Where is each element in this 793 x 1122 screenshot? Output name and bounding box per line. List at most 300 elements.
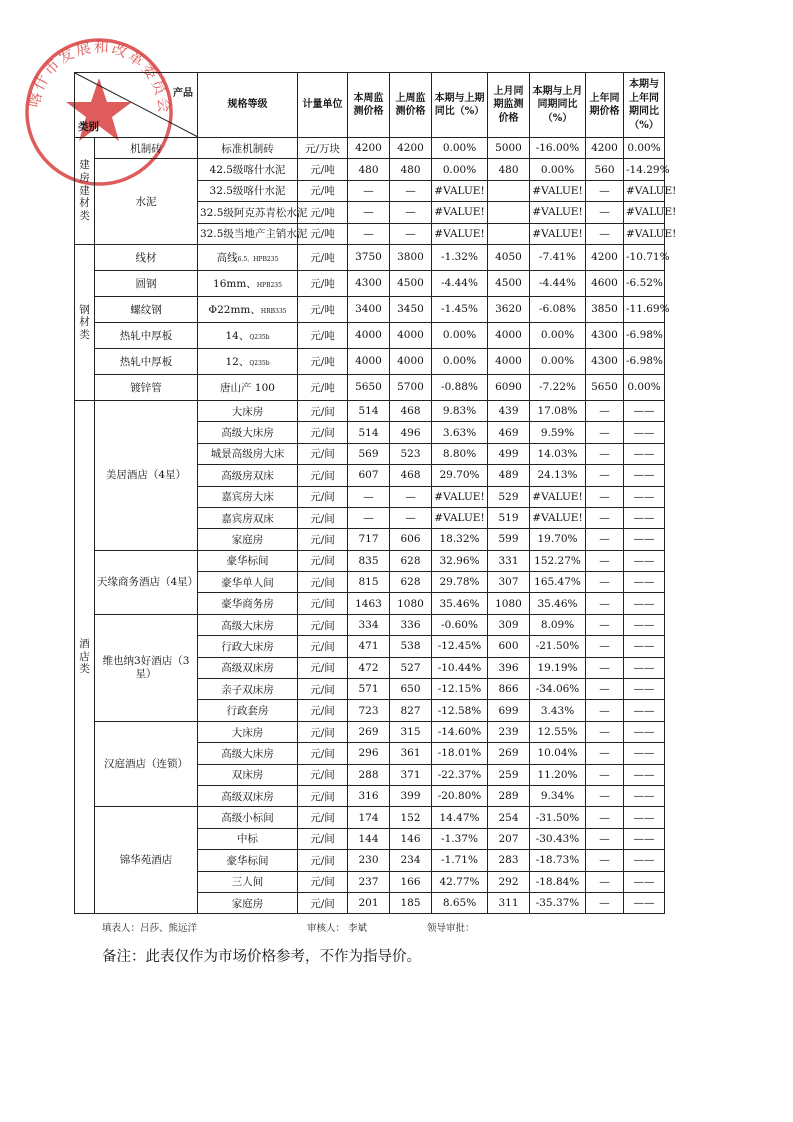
spec-subtext: HPB235 (256, 281, 282, 289)
spec-cell (198, 322, 298, 348)
spec-cell (198, 244, 298, 270)
spec-cell (198, 764, 298, 785)
year-change: —— (624, 636, 665, 657)
spec-text: 豪华商务房 (221, 598, 274, 611)
year-change: —— (624, 572, 665, 593)
week-change: -12.15% (432, 679, 488, 700)
week-change: -22.37% (432, 764, 488, 785)
spec-cell (198, 422, 298, 443)
month-change: -16.00% (530, 138, 586, 159)
unit-cell: 元/吨 (298, 180, 348, 201)
this-week-price: — (348, 202, 390, 223)
last-month-price: 259 (488, 764, 530, 785)
last-year-price: 5650 (586, 374, 624, 400)
last-year-price: — (586, 572, 624, 593)
week-change: 18.32% (432, 529, 488, 550)
unit-cell: 元/间 (298, 572, 348, 593)
product-brick: 机制砖 (95, 138, 198, 159)
spec-subtext: HRB335 (260, 307, 287, 315)
price-table-container (74, 72, 677, 914)
week-change: #VALUE! (432, 486, 488, 507)
unit-cell: 元/吨 (298, 322, 348, 348)
spec-text: 行政套房 (226, 705, 269, 718)
last-year-price: — (586, 892, 624, 913)
week-change: 3.63% (432, 422, 488, 443)
table-row (75, 614, 665, 635)
last-week-price: — (390, 180, 432, 201)
last-week-price: 4000 (390, 348, 432, 374)
unit-cell: 元/间 (298, 721, 348, 742)
year-change: -6.52% (624, 270, 665, 296)
last-week-price: 146 (390, 828, 432, 849)
last-week-price: 4500 (390, 270, 432, 296)
product-plate-12: 热轧中厚板 (95, 348, 198, 374)
last-month-price: 499 (488, 443, 530, 464)
year-change: —— (624, 700, 665, 721)
this-week-price: 480 (348, 159, 390, 180)
product-vienna-hotel: 维也纳3好酒店（3星） (95, 614, 198, 721)
unit-cell: 元/吨 (298, 296, 348, 322)
month-change: #VALUE! (530, 507, 586, 528)
header-wow: 本期与上期同比（%） (432, 73, 488, 138)
month-change: -18.73% (530, 850, 586, 871)
spec-cell (198, 657, 298, 678)
spec-cell (198, 721, 298, 742)
last-month-price: 469 (488, 422, 530, 443)
header-product: 产品 (173, 88, 193, 99)
last-year-price: 4300 (586, 348, 624, 374)
unit-cell: 元/间 (298, 807, 348, 828)
this-week-price: 723 (348, 700, 390, 721)
spec-text: 标准机制砖 (221, 142, 274, 155)
spec-cell (198, 507, 298, 528)
this-week-price: 815 (348, 572, 390, 593)
last-month-price: 396 (488, 657, 530, 678)
last-week-price: 538 (390, 636, 432, 657)
unit-cell: 元/间 (298, 614, 348, 635)
spec-text: 唐山产 100 (220, 381, 275, 394)
last-year-price: — (586, 721, 624, 742)
month-change: 24.13% (530, 465, 586, 486)
table-row (75, 721, 665, 742)
unit-cell: 元/间 (298, 679, 348, 700)
disclaimer-note: 备注：此表仅作为市场价格参考，不作为指导价。 (102, 949, 421, 965)
this-week-price: 5650 (348, 374, 390, 400)
spec-cell (198, 636, 298, 657)
week-change: 0.00% (432, 159, 488, 180)
spec-text: 42.5级喀什水泥 (209, 164, 286, 177)
spec-text: 高级大床房 (221, 619, 274, 632)
last-month-price: 254 (488, 807, 530, 828)
this-week-price: 144 (348, 828, 390, 849)
week-change: -12.45% (432, 636, 488, 657)
week-change: -10.44% (432, 657, 488, 678)
spec-cell (198, 807, 298, 828)
week-change: -1.71% (432, 850, 488, 871)
unit-cell: 元/间 (298, 465, 348, 486)
last-week-price: 166 (390, 871, 432, 892)
last-week-price: 827 (390, 700, 432, 721)
week-change: #VALUE! (432, 180, 488, 201)
last-month-price: 311 (488, 892, 530, 913)
year-change: —— (624, 807, 665, 828)
spec-cell (198, 850, 298, 871)
table-row (75, 807, 665, 828)
this-week-price: — (348, 486, 390, 507)
spec-text: 12、 (225, 355, 250, 368)
last-week-price: — (390, 507, 432, 528)
unit-cell: 元/间 (298, 892, 348, 913)
unit-cell: 元/间 (298, 636, 348, 657)
this-week-price: 835 (348, 550, 390, 571)
spec-cell (198, 828, 298, 849)
this-week-price: 334 (348, 614, 390, 635)
last-week-price: 3450 (390, 296, 432, 322)
unit-cell: 元/间 (298, 593, 348, 614)
last-year-price: — (586, 657, 624, 678)
unit-cell: 元/间 (298, 828, 348, 849)
spec-text: 大床房 (231, 405, 264, 418)
spec-text: 豪华单人间 (221, 576, 274, 589)
this-week-price: 607 (348, 465, 390, 486)
last-year-price: — (586, 180, 624, 201)
last-year-price: 4200 (586, 138, 624, 159)
table-header-row (75, 73, 665, 138)
week-change: #VALUE! (432, 223, 488, 244)
last-month-price (488, 180, 530, 201)
year-change: 0.00% (624, 374, 665, 400)
month-change: 8.09% (530, 614, 586, 635)
week-change: -1.32% (432, 244, 488, 270)
month-change: 152.27% (530, 550, 586, 571)
week-change: 32.96% (432, 550, 488, 571)
unit-cell: 元/间 (298, 743, 348, 764)
unit-cell: 元/吨 (298, 270, 348, 296)
year-change: —— (624, 850, 665, 871)
last-week-price: — (390, 486, 432, 507)
last-week-price: 480 (390, 159, 432, 180)
last-year-price: — (586, 679, 624, 700)
category-steel: 钢材类 (75, 244, 95, 400)
unit-cell: 元/间 (298, 400, 348, 421)
header-category: 类别 (78, 120, 99, 133)
table-row (75, 322, 665, 348)
spec-cell (198, 614, 298, 635)
week-change: 8.80% (432, 443, 488, 464)
unit-cell: 元/间 (298, 507, 348, 528)
last-year-price: — (586, 850, 624, 871)
week-change: 0.00% (432, 138, 488, 159)
this-week-price: 4300 (348, 270, 390, 296)
this-week-price: 471 (348, 636, 390, 657)
spec-cell (198, 785, 298, 806)
last-month-price: 283 (488, 850, 530, 871)
spec-text: 高级小标间 (221, 812, 274, 825)
week-change: -0.60% (432, 614, 488, 635)
last-month-price: 529 (488, 486, 530, 507)
year-change: —— (624, 764, 665, 785)
last-year-price: 560 (586, 159, 624, 180)
spec-cell (198, 743, 298, 764)
last-week-price: 234 (390, 850, 432, 871)
unit-cell: 元/间 (298, 850, 348, 871)
spec-text: 32.5级阿克苏青松水泥 (200, 206, 308, 219)
spec-cell (198, 700, 298, 721)
month-change: 0.00% (530, 348, 586, 374)
last-week-price: — (390, 202, 432, 223)
this-week-price: 316 (348, 785, 390, 806)
this-week-price: 237 (348, 871, 390, 892)
product-rebar: 螺纹钢 (95, 296, 198, 322)
spec-cell (198, 871, 298, 892)
last-week-price: 523 (390, 443, 432, 464)
product-plate-14: 热轧中厚板 (95, 322, 198, 348)
spec-text: 城景高级房大床 (210, 448, 285, 461)
product-galvanized-pipe: 镀锌管 (95, 374, 198, 400)
spec-text: Φ22mm、 (208, 303, 261, 316)
last-month-price: 239 (488, 721, 530, 742)
last-year-price: — (586, 764, 624, 785)
spec-cell (198, 159, 298, 180)
spec-cell (198, 202, 308, 223)
this-week-price: 569 (348, 443, 390, 464)
week-change: 0.00% (432, 322, 488, 348)
month-change: 3.43% (530, 700, 586, 721)
last-month-price: 489 (488, 465, 530, 486)
spec-text: 大床房 (231, 726, 264, 739)
last-month-price: 4500 (488, 270, 530, 296)
seal-text: 喀什市发展和改革委员会 (24, 37, 174, 116)
year-change: —— (624, 550, 665, 571)
last-year-price: — (586, 550, 624, 571)
spec-text: 高级大床房 (221, 747, 274, 760)
month-change: #VALUE! (530, 486, 586, 507)
last-week-price: 3800 (390, 244, 432, 270)
last-week-price: 5700 (390, 374, 432, 400)
table-row (75, 400, 665, 421)
month-change: -35.37% (530, 892, 586, 913)
spec-text: 家庭房 (231, 897, 264, 910)
last-month-price: 207 (488, 828, 530, 849)
header-last-week: 上周监测价格 (390, 73, 432, 138)
this-week-price: 3400 (348, 296, 390, 322)
last-month-price: 5000 (488, 138, 530, 159)
unit-cell: 元/间 (298, 657, 348, 678)
last-year-price: — (586, 636, 624, 657)
last-year-price: — (586, 465, 624, 486)
last-month-price: 1080 (488, 593, 530, 614)
spec-text: 三人间 (231, 876, 264, 889)
last-week-price: 468 (390, 465, 432, 486)
week-change: 35.46% (432, 593, 488, 614)
spec-text: 高级双床房 (221, 790, 274, 803)
unit-cell: 元/间 (298, 422, 348, 443)
week-change: #VALUE! (432, 202, 488, 223)
month-change: 9.34% (530, 785, 586, 806)
last-month-price: 866 (488, 679, 530, 700)
spec-text: 行政大床房 (221, 640, 274, 653)
product-round-steel: 圆钢 (95, 270, 198, 296)
this-week-price: 201 (348, 892, 390, 913)
spec-cell (198, 679, 298, 700)
week-change: 29.78% (432, 572, 488, 593)
last-week-price: 361 (390, 743, 432, 764)
month-change: 19.19% (530, 657, 586, 678)
week-change: #VALUE! (432, 507, 488, 528)
this-week-price: — (348, 180, 390, 201)
spec-cell (198, 593, 298, 614)
this-week-price: 230 (348, 850, 390, 871)
spec-text: 家庭房 (231, 533, 264, 546)
unit-cell: 元/吨 (298, 159, 348, 180)
last-month-price: 4000 (488, 348, 530, 374)
this-week-price: 288 (348, 764, 390, 785)
month-change: 10.04% (530, 743, 586, 764)
price-monitoring-table (74, 72, 677, 914)
week-change: 0.00% (432, 348, 488, 374)
spec-text: 16mm、 (213, 277, 257, 290)
year-change: —— (624, 657, 665, 678)
spec-text: 双床房 (231, 769, 264, 782)
year-change: —— (624, 871, 665, 892)
spec-text: 豪华标间 (226, 555, 269, 568)
spec-text: 亲子双床房 (221, 683, 274, 696)
this-week-price: 717 (348, 529, 390, 550)
this-week-price: 514 (348, 400, 390, 421)
last-week-price: 336 (390, 614, 432, 635)
product-hanting-hotel: 汉庭酒店（连锁） (95, 721, 198, 807)
last-week-price: 606 (390, 529, 432, 550)
unit-cell: 元/吨 (298, 374, 348, 400)
last-year-price: 3850 (586, 296, 624, 322)
header-yoy: 本期与上年同期同比（%） (624, 73, 665, 138)
month-change: -31.50% (530, 807, 586, 828)
last-month-price (488, 202, 530, 223)
month-change: #VALUE! (530, 202, 586, 223)
reviewer-label: 审核人： 李斌 (307, 923, 368, 934)
year-change: —— (624, 892, 665, 913)
last-month-price: 4000 (488, 322, 530, 348)
spec-text: 32.5级喀什水泥 (209, 185, 286, 198)
last-year-price: 4600 (586, 270, 624, 296)
year-change: —— (624, 443, 665, 464)
last-month-price: 309 (488, 614, 530, 635)
this-week-price: 3750 (348, 244, 390, 270)
spec-text: 高级双床房 (221, 662, 274, 675)
table-row (75, 296, 665, 322)
last-week-price: 185 (390, 892, 432, 913)
spec-cell (198, 296, 298, 322)
category-building: 建房建材类 (75, 138, 95, 245)
last-year-price: — (586, 400, 624, 421)
week-change: -1.45% (432, 296, 488, 322)
year-change: —— (624, 614, 665, 635)
spec-text: 32.5级当地产主销水泥 (200, 228, 308, 241)
last-year-price: — (586, 529, 624, 550)
year-change: 0.00% (624, 138, 665, 159)
last-month-price: 439 (488, 400, 530, 421)
last-week-price: 527 (390, 657, 432, 678)
product-cement: 水泥 (95, 159, 198, 245)
table-row (75, 348, 665, 374)
year-change: —— (624, 507, 665, 528)
header-category-product (75, 73, 198, 138)
unit-cell: 元/吨 (298, 348, 348, 374)
week-change: -1.37% (432, 828, 488, 849)
month-change: 19.70% (530, 529, 586, 550)
last-year-price: — (586, 223, 624, 244)
last-year-price: — (586, 743, 624, 764)
last-week-price: 628 (390, 550, 432, 571)
week-change: 14.47% (432, 807, 488, 828)
this-week-price: 1463 (348, 593, 390, 614)
spec-text: 中标 (237, 833, 258, 846)
unit-cell: 元/间 (298, 443, 348, 464)
product-meiju-hotel: 美居酒店（4星） (95, 400, 198, 550)
spec-subtext: Q235b (249, 333, 270, 341)
unit-cell: 元/吨 (298, 223, 348, 244)
month-change: 14.03% (530, 443, 586, 464)
spec-cell (198, 270, 298, 296)
category-hotel: 酒店类 (75, 400, 95, 913)
spec-subtext: Q235b (249, 359, 270, 367)
spec-text: 高级房双床 (221, 469, 274, 482)
filler-label: 填表人：吕莎、熊远洋 (102, 923, 198, 934)
unit-cell: 元/间 (298, 764, 348, 785)
year-change: —— (624, 679, 665, 700)
unit-cell: 元/间 (298, 785, 348, 806)
table-row (75, 374, 665, 400)
last-month-price: 699 (488, 700, 530, 721)
last-week-price: 4200 (390, 138, 432, 159)
last-year-price: — (586, 700, 624, 721)
last-week-price: 315 (390, 721, 432, 742)
week-change: -18.01% (432, 743, 488, 764)
last-year-price: — (586, 593, 624, 614)
last-year-price: — (586, 422, 624, 443)
last-month-price: 289 (488, 785, 530, 806)
this-week-price: 514 (348, 422, 390, 443)
year-change: —— (624, 529, 665, 550)
month-change: #VALUE! (530, 180, 586, 201)
week-change: -4.44% (432, 270, 488, 296)
last-year-price: — (586, 871, 624, 892)
table-row (75, 138, 665, 159)
table-row (75, 270, 665, 296)
spec-cell (198, 138, 298, 159)
last-year-price: — (586, 443, 624, 464)
month-change: 17.08% (530, 400, 586, 421)
product-jinhuayuan-hotel: 锦华苑酒店 (95, 807, 198, 914)
last-month-price: 3620 (488, 296, 530, 322)
table-row (75, 159, 665, 180)
unit-cell: 元/吨 (298, 244, 348, 270)
last-month-price: 331 (488, 550, 530, 571)
unit-cell: 元/间 (298, 486, 348, 507)
this-week-price: 472 (348, 657, 390, 678)
spec-text: 豪华标间 (226, 854, 269, 867)
month-change: 0.00% (530, 159, 586, 180)
spec-cell (198, 550, 298, 571)
this-week-price: — (348, 507, 390, 528)
product-wire: 线材 (95, 244, 198, 270)
year-change: —— (624, 593, 665, 614)
last-year-price: — (586, 785, 624, 806)
year-change: -14.29% (624, 159, 665, 180)
this-week-price: 174 (348, 807, 390, 828)
spec-subtext: 6.5、HPB235 (237, 255, 279, 263)
spec-text: 嘉宾房双床 (221, 512, 274, 525)
